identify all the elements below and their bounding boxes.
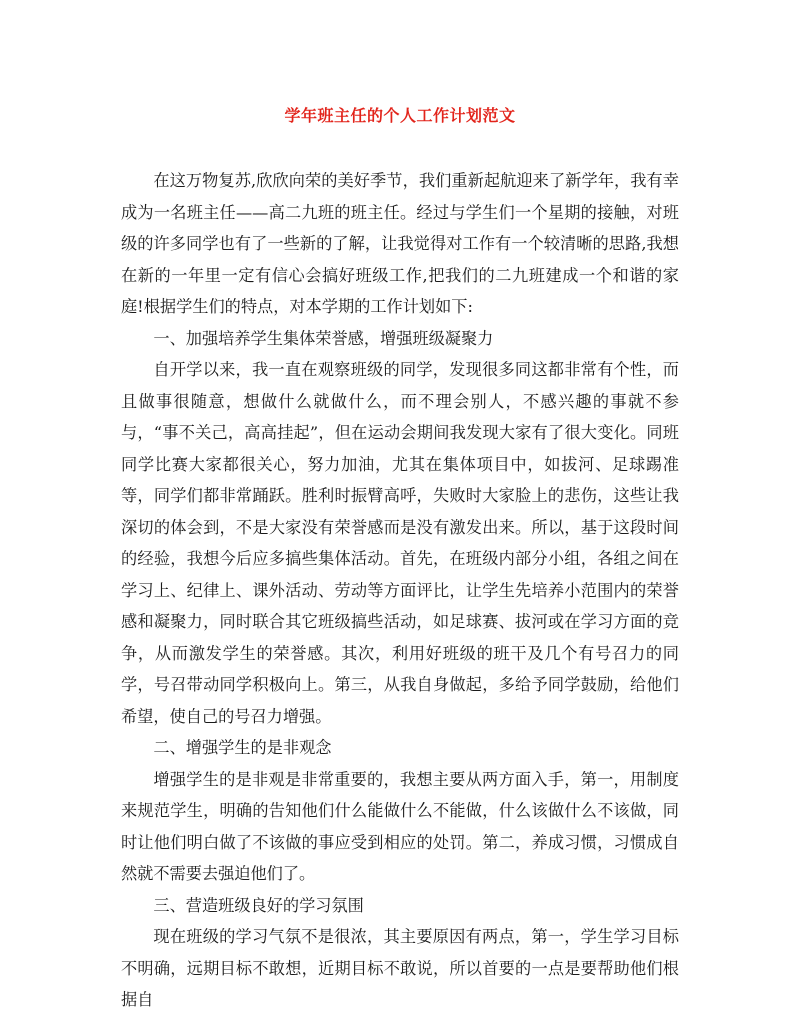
section-paragraph-1: 自开学以来，我一直在观察班级的同学，发现很多同这都非常有个性，而且做事很随意，想做什么就做什么，而不理会别人，不感兴趣的事就不参与，“事不关己，高高挂起”，但在运动会期间我发现大家有了很大变化。同班同学比赛大家都很关心，努力加油，尤其在集体项目中，如拔河、足球踢准等，同学们都非常踊跃。胜利时振臂高呼，失败时大家脸上的悲伤，这些让我深切的体会到，不是大家没有荣誉感而是没有激发出来。所以，基于这段时间的经验，我想今后应多搞些集体活动。首先，在班级内部分小组，各组之间在学习上、纪律上、课外活动、劳动等方面评比，让学生先培养小范围内的荣誉感和凝聚力，同时联合其它班级搞些活动，如足球赛、拔河或在学习方面的竞争，从而激发学生的荣誉感。其次，利用好班级的班干及几个有号召力的同学，号召带动同学积极向上。第三，从我自身做起，多给予同学鼓励，给他们希望，使自己的号召力增强。 (121, 360, 679, 726)
section-paragraph-3: 现在班级的学习气氛不是很浓，其主要原因有两点，第一，学生学习目标不明确，远期目标不敢想，近期目标不敢说，所以首要的一点是要帮助他们根据自 (121, 927, 679, 1009)
intro-paragraph: 在这万物复苏,欣欣向荣的美好季节，我们重新起航迎来了新学年，我有幸成为一名班主任——高二九班的班主任。经过与学生们一个星期的接触，对班级的许多同学也有了一些新的了解，让我觉得对工作有一个较清晰的思路,我想在新的一年里一定有信心会搞好班级工作,把我们的二九班建成一个和谐的家庭!根据学生们的特点，对本学期的工作计划如下: (121, 171, 679, 316)
section-paragraph-2: 增强学生的是非观是非常重要的，我想主要从两方面入手，第一，用制度来规范学生，明确的告知他们什么能做什么不能做，什么该做什么不该做，同时让他们明白做了不该做的事应受到相应的处罚。第二，养成习惯，习惯成自然就不需要去强迫他们了。 (121, 769, 679, 883)
document-body (121, 165, 679, 1016)
section-heading-3: 三、营造班级良好的学习氛围 (153, 895, 364, 915)
section-heading-2: 二、增强学生的是非观念 (153, 738, 332, 757)
document-title: 学年班主任的个人工作计划范文 (284, 106, 516, 125)
section-heading-1: 一、加强培养学生集体荣誉感，增强班级凝聚力 (153, 328, 494, 348)
